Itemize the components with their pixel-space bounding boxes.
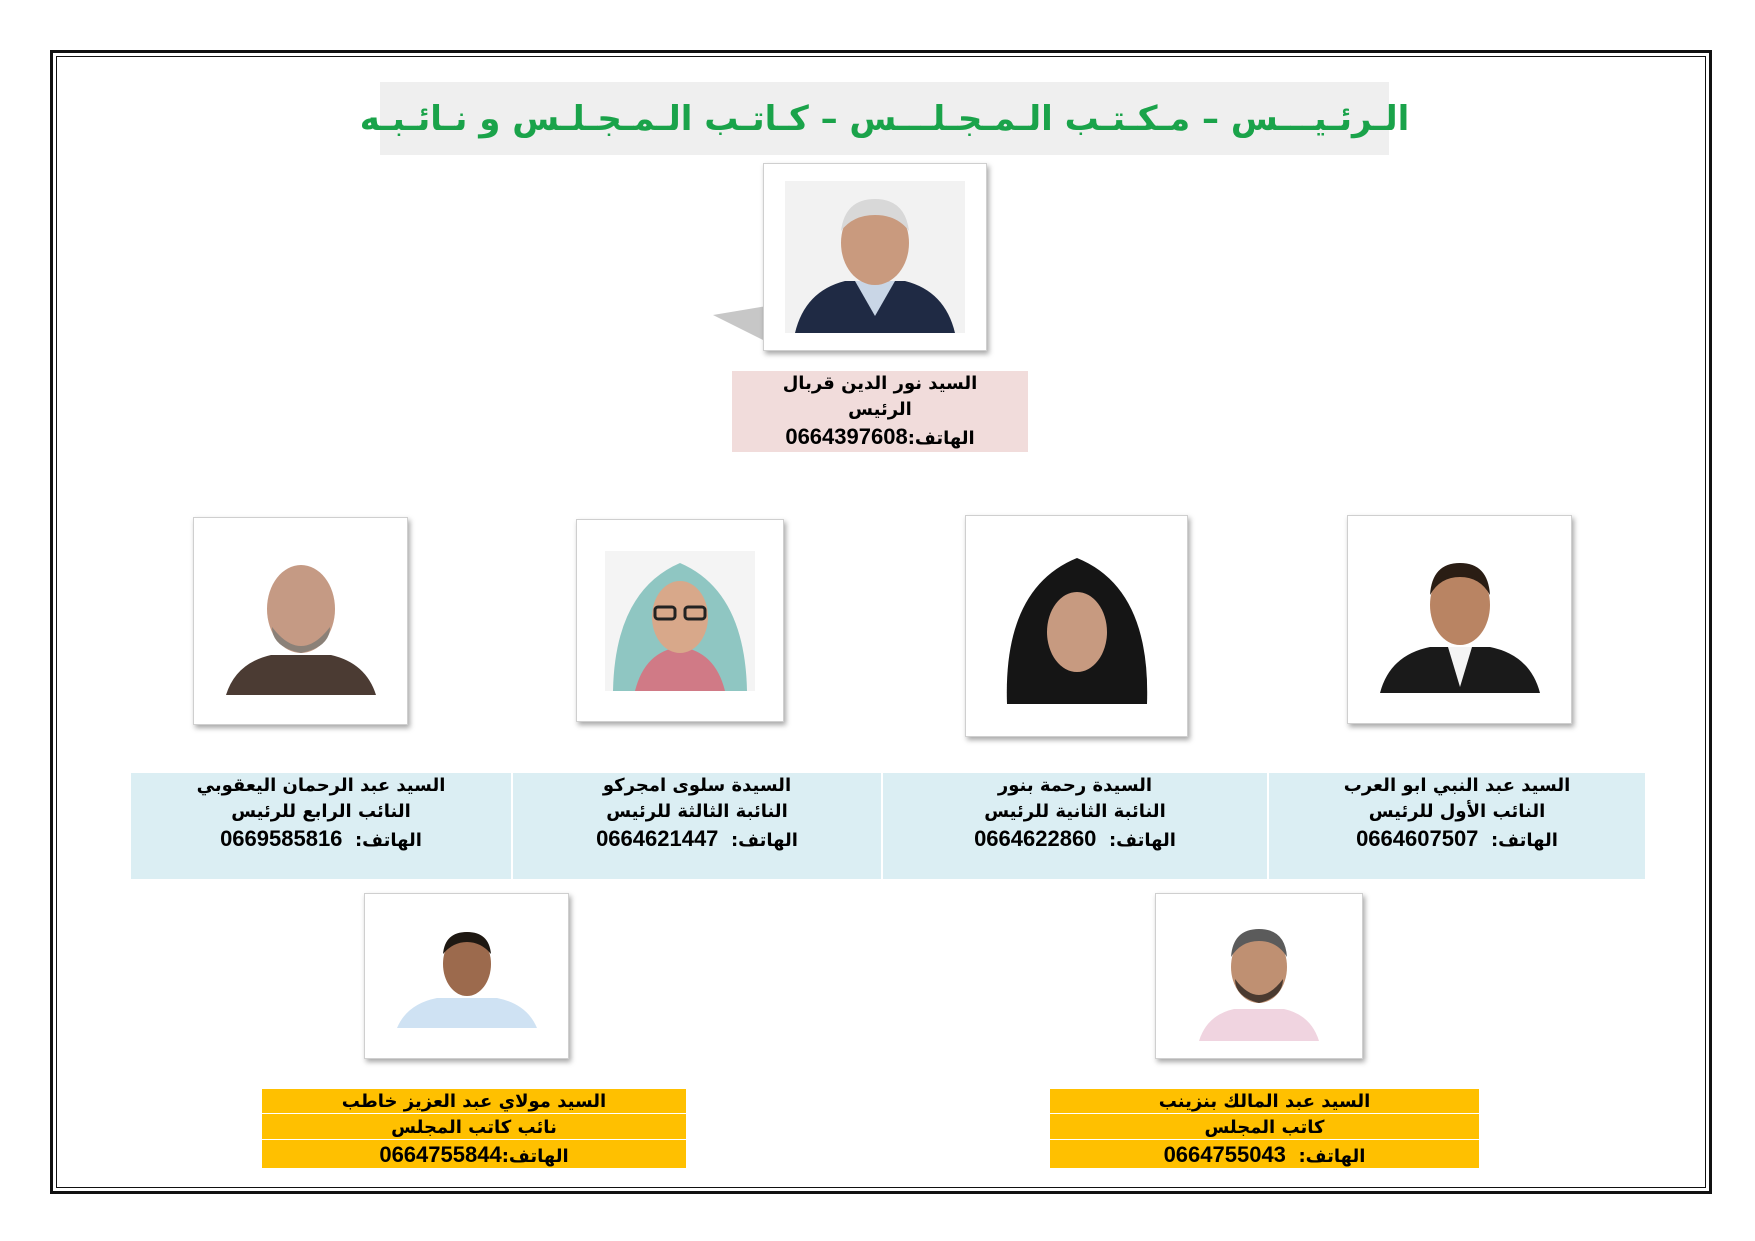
vice-president-2-photo [965, 515, 1188, 737]
vice-president-phone [131, 825, 511, 855]
president-phone [732, 423, 1028, 453]
secretary-phone [1050, 1141, 1479, 1171]
vice-president-name: السيد عبد النبي ابو العرب [1343, 775, 1571, 796]
phone-label: الهاتف: [907, 428, 975, 449]
deputy-secretary-info [262, 1089, 686, 1168]
phone-number: 0664755844 [379, 1142, 502, 1167]
president-name: السيد نور الدين قربال [782, 373, 978, 394]
vice-president-name: السيدة رحمة بنور [997, 775, 1153, 796]
vice-president-role: النائبة الثانية للرئيس [984, 801, 1166, 822]
phone-label: الهاتف: [501, 1146, 569, 1167]
phone-label: الهاتف: [730, 830, 798, 851]
portrait-man-icon [1199, 911, 1319, 1041]
secretary-role: كاتب المجلس [1204, 1117, 1325, 1138]
portrait-man-icon [226, 547, 376, 695]
vice-president-4-info [131, 773, 511, 879]
phone-number: 0664622860 [974, 826, 1097, 851]
deputy-secretary-role: نائب كاتب المجلس [391, 1117, 557, 1138]
box-divider [262, 1113, 686, 1114]
portrait-man-icon [1380, 547, 1540, 693]
vice-president-1-info [1269, 773, 1645, 879]
phone-number: 0664755043 [1163, 1142, 1286, 1167]
page-title: الـرئـيـــس – مـكـتـب الـمـجـلـــس – كـاتـب الـمـجـلـس و نـائـبـه [359, 98, 1410, 139]
vice-president-role: النائبة الثالثة للرئيس [606, 801, 788, 822]
box-divider [1050, 1139, 1479, 1140]
phone-label: الهاتف: [1298, 1146, 1366, 1167]
secretary-name: السيد عبد المالك بنزينب [1158, 1091, 1371, 1112]
deputy-secretary-photo [364, 893, 569, 1059]
secretary-photo [1155, 893, 1363, 1059]
president-photo [763, 163, 987, 351]
portrait-woman-icon [997, 548, 1157, 704]
portrait-woman-icon [605, 551, 755, 691]
phone-number: 0664397608 [785, 424, 908, 449]
vice-president-3-photo [576, 519, 784, 722]
phone-label: الهاتف: [1490, 830, 1558, 851]
vice-president-name: السيد عبد الرحمان اليعقوبي [196, 775, 446, 796]
portrait-man-icon [785, 181, 965, 333]
secretary-info [1050, 1089, 1479, 1168]
phone-label: الهاتف: [354, 830, 422, 851]
vice-president-phone [883, 825, 1267, 855]
vice-president-3-info [513, 773, 881, 879]
president-role: الرئيس [848, 399, 912, 420]
title-banner [359, 82, 1410, 155]
vice-president-role: النائب الرابع للرئيس [231, 801, 411, 822]
president-info [732, 371, 1028, 452]
deputy-secretary-name: السيد مولاي عبد العزيز خاطب [341, 1091, 607, 1112]
vice-president-phone [513, 825, 881, 855]
vice-president-2-info [883, 773, 1267, 879]
vice-president-1-photo [1347, 515, 1572, 724]
vice-president-phone [1269, 825, 1645, 855]
vice-president-4-photo [193, 517, 408, 725]
vice-president-role: النائب الأول للرئيس [1368, 801, 1546, 822]
phone-number: 0669585816 [220, 826, 343, 851]
portrait-man-icon [397, 924, 537, 1028]
phone-label: الهاتف: [1108, 830, 1176, 851]
box-divider [262, 1139, 686, 1140]
box-divider [1050, 1113, 1479, 1114]
deputy-secretary-phone [262, 1141, 686, 1171]
phone-number: 0664607507 [1356, 826, 1479, 851]
vice-president-name: السيدة سلوى امجركو [602, 775, 792, 796]
phone-number: 0664621447 [596, 826, 719, 851]
